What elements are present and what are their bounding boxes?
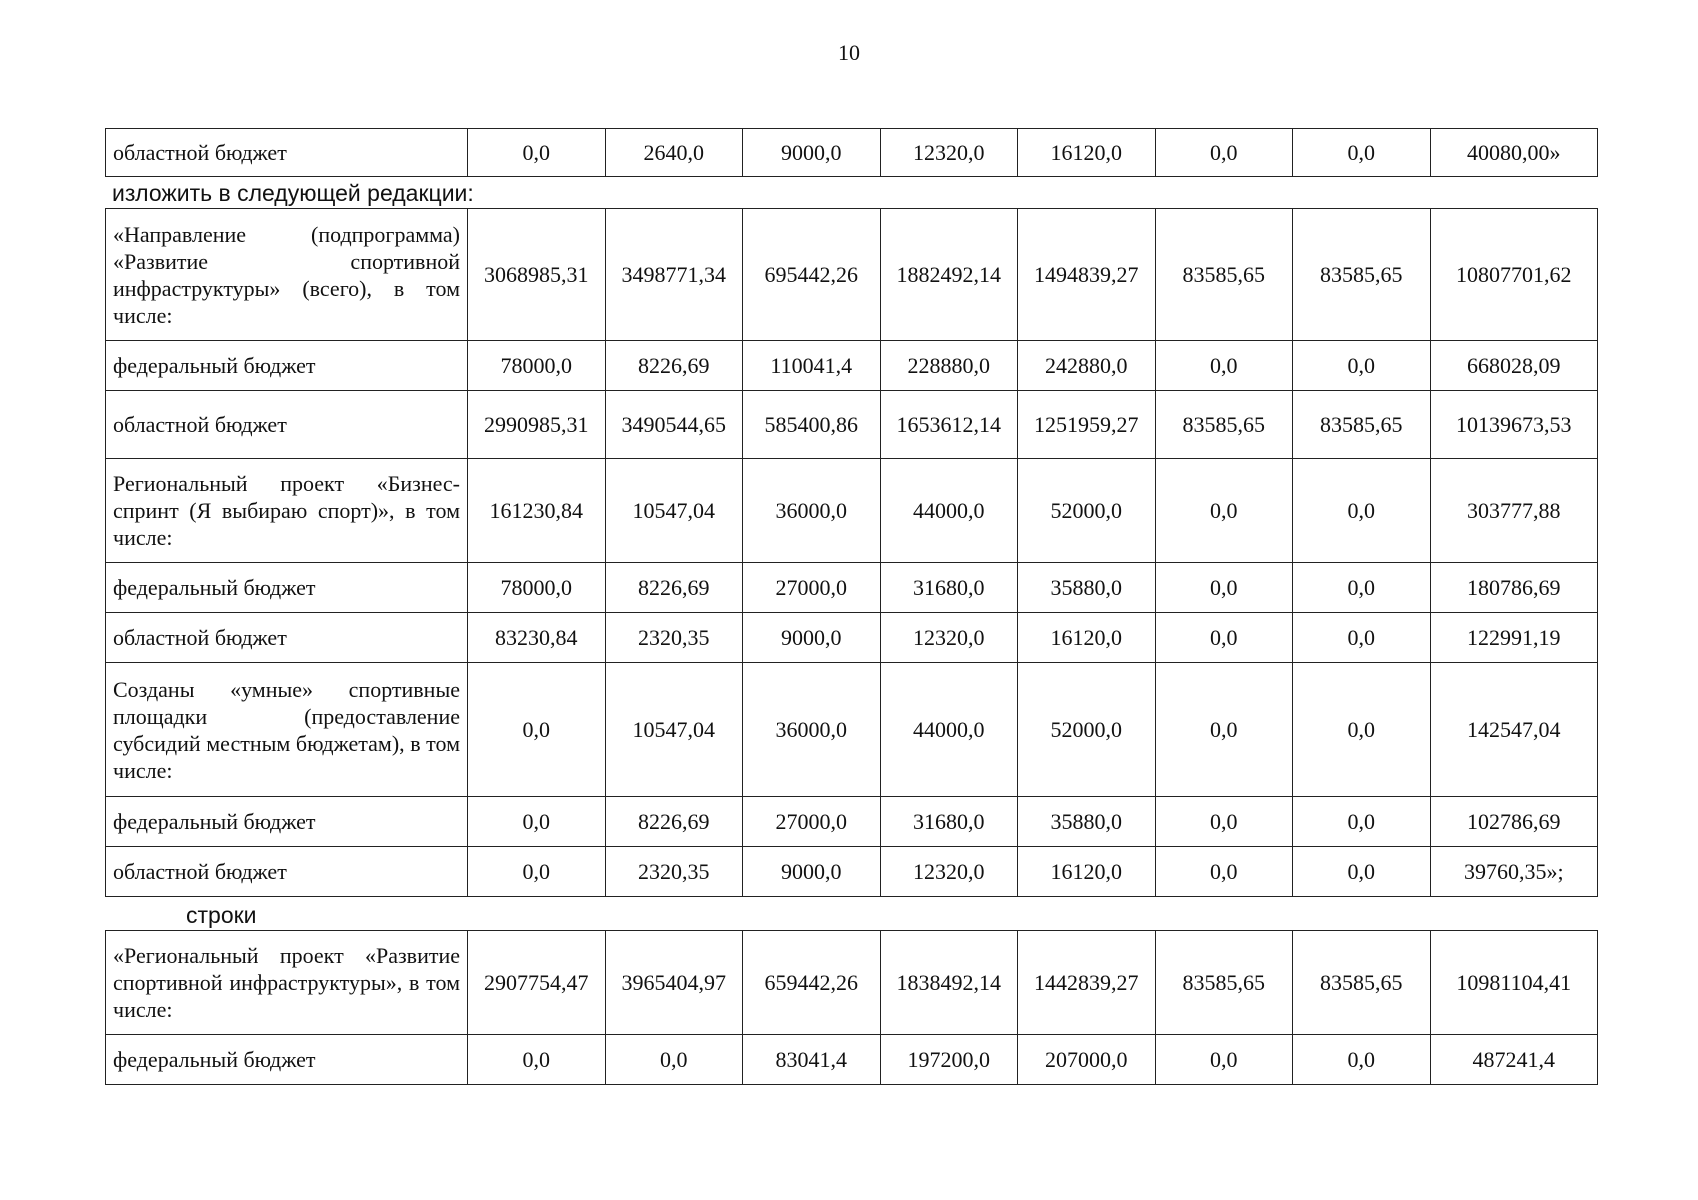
value-cell: 2990985,31 <box>468 391 606 459</box>
row-label-cell: федеральный бюджет <box>106 341 468 391</box>
value-cell: 27000,0 <box>743 563 881 613</box>
value-cell: 668028,09 <box>1430 341 1598 391</box>
table-row <box>106 797 1598 847</box>
budget-table-top <box>105 128 1598 177</box>
value-cell: 0,0 <box>1293 797 1431 847</box>
value-cell: 102786,69 <box>1430 797 1598 847</box>
row-label-cell: областной бюджет <box>106 613 468 663</box>
value-cell: 16120,0 <box>1018 129 1156 177</box>
value-cell: 1653612,14 <box>880 391 1018 459</box>
value-cell: 44000,0 <box>880 663 1018 797</box>
value-cell: 9000,0 <box>743 129 881 177</box>
budget-table-bottom <box>105 930 1598 1085</box>
value-cell: 659442,26 <box>743 931 881 1035</box>
value-cell: 2907754,47 <box>468 931 606 1035</box>
table-row <box>106 847 1598 897</box>
row-label-cell: «Региональный проект «Развитие спортивной инфраструктуры», в том числе: <box>106 931 468 1035</box>
budget-table-middle <box>105 208 1598 897</box>
value-cell: 10547,04 <box>605 459 743 563</box>
value-cell: 12320,0 <box>880 129 1018 177</box>
value-cell: 1882492,14 <box>880 209 1018 341</box>
value-cell: 35880,0 <box>1018 797 1156 847</box>
value-cell: 228880,0 <box>880 341 1018 391</box>
value-cell: 12320,0 <box>880 847 1018 897</box>
value-cell: 0,0 <box>1293 563 1431 613</box>
page-number: 10 <box>838 40 860 65</box>
value-cell: 0,0 <box>468 847 606 897</box>
value-cell: 27000,0 <box>743 797 881 847</box>
value-cell: 0,0 <box>468 1035 606 1085</box>
value-cell: 31680,0 <box>880 797 1018 847</box>
value-cell: 39760,35»; <box>1430 847 1598 897</box>
table-row <box>106 459 1598 563</box>
value-cell: 78000,0 <box>468 563 606 613</box>
value-cell: 0,0 <box>1155 613 1293 663</box>
value-cell: 0,0 <box>1293 613 1431 663</box>
value-cell: 197200,0 <box>880 1035 1018 1085</box>
value-cell: 35880,0 <box>1018 563 1156 613</box>
table-row <box>106 341 1598 391</box>
value-cell: 0,0 <box>468 797 606 847</box>
value-cell: 52000,0 <box>1018 663 1156 797</box>
value-cell: 8226,69 <box>605 797 743 847</box>
value-cell: 8226,69 <box>605 563 743 613</box>
table-row <box>106 1035 1598 1085</box>
value-cell: 2320,35 <box>605 847 743 897</box>
value-cell: 0,0 <box>1155 1035 1293 1085</box>
row-label-cell: Созданы «умные» спортивные площадки (предоставление субсидий местным бюджетам), в том числе: <box>106 663 468 797</box>
value-cell: 0,0 <box>1293 663 1431 797</box>
value-cell: 36000,0 <box>743 663 881 797</box>
value-cell: 487241,4 <box>1430 1035 1598 1085</box>
value-cell: 83585,65 <box>1155 931 1293 1035</box>
value-cell: 31680,0 <box>880 563 1018 613</box>
value-cell: 0,0 <box>605 1035 743 1085</box>
table-row <box>106 563 1598 613</box>
value-cell: 10981104,41 <box>1430 931 1598 1035</box>
value-cell: 0,0 <box>1155 341 1293 391</box>
table-row <box>106 391 1598 459</box>
value-cell: 36000,0 <box>743 459 881 563</box>
row-label-cell: областной бюджет <box>106 847 468 897</box>
value-cell: 0,0 <box>1293 129 1431 177</box>
value-cell: 0,0 <box>1155 459 1293 563</box>
value-cell: 110041,4 <box>743 341 881 391</box>
value-cell: 695442,26 <box>743 209 881 341</box>
value-cell: 585400,86 <box>743 391 881 459</box>
value-cell: 8226,69 <box>605 341 743 391</box>
value-cell: 0,0 <box>1293 847 1431 897</box>
table-row <box>106 663 1598 797</box>
caption-amendment: изложить в следующей редакции: <box>112 180 474 206</box>
row-label-cell: «Направление (подпрограмма) «Развитие спортивной инфраструктуры» (всего), в том числе: <box>106 209 468 341</box>
value-cell: 83230,84 <box>468 613 606 663</box>
value-cell: 0,0 <box>1293 459 1431 563</box>
table-row <box>106 129 1598 177</box>
value-cell: 0,0 <box>1293 1035 1431 1085</box>
value-cell: 16120,0 <box>1018 613 1156 663</box>
value-cell: 10807701,62 <box>1430 209 1598 341</box>
table-row <box>106 613 1598 663</box>
value-cell: 83041,4 <box>743 1035 881 1085</box>
table-row <box>106 931 1598 1035</box>
value-cell: 242880,0 <box>1018 341 1156 391</box>
caption-rows: строки <box>186 902 257 928</box>
value-cell: 122991,19 <box>1430 613 1598 663</box>
value-cell: 3498771,34 <box>605 209 743 341</box>
row-label-cell: Региональный проект «Бизнес-спринт (Я выбираю спорт)», в том числе: <box>106 459 468 563</box>
table-row <box>106 209 1598 341</box>
value-cell: 83585,65 <box>1293 209 1431 341</box>
value-cell: 180786,69 <box>1430 563 1598 613</box>
value-cell: 1251959,27 <box>1018 391 1156 459</box>
value-cell: 303777,88 <box>1430 459 1598 563</box>
value-cell: 1838492,14 <box>880 931 1018 1035</box>
value-cell: 3068985,31 <box>468 209 606 341</box>
value-cell: 161230,84 <box>468 459 606 563</box>
value-cell: 142547,04 <box>1430 663 1598 797</box>
value-cell: 3490544,65 <box>605 391 743 459</box>
value-cell: 1494839,27 <box>1018 209 1156 341</box>
value-cell: 83585,65 <box>1155 391 1293 459</box>
value-cell: 78000,0 <box>468 341 606 391</box>
value-cell: 0,0 <box>1155 797 1293 847</box>
value-cell: 83585,65 <box>1293 931 1431 1035</box>
value-cell: 0,0 <box>468 663 606 797</box>
value-cell: 44000,0 <box>880 459 1018 563</box>
value-cell: 9000,0 <box>743 613 881 663</box>
value-cell: 0,0 <box>468 129 606 177</box>
value-cell: 40080,00» <box>1430 129 1598 177</box>
value-cell: 83585,65 <box>1293 391 1431 459</box>
row-label-cell: областной бюджет <box>106 391 468 459</box>
value-cell: 2320,35 <box>605 613 743 663</box>
value-cell: 3965404,97 <box>605 931 743 1035</box>
value-cell: 12320,0 <box>880 613 1018 663</box>
value-cell: 10139673,53 <box>1430 391 1598 459</box>
row-label-cell: федеральный бюджет <box>106 797 468 847</box>
value-cell: 0,0 <box>1155 847 1293 897</box>
value-cell: 10547,04 <box>605 663 743 797</box>
value-cell: 0,0 <box>1155 129 1293 177</box>
value-cell: 9000,0 <box>743 847 881 897</box>
value-cell: 0,0 <box>1155 563 1293 613</box>
value-cell: 0,0 <box>1155 663 1293 797</box>
value-cell: 2640,0 <box>605 129 743 177</box>
value-cell: 207000,0 <box>1018 1035 1156 1085</box>
value-cell: 52000,0 <box>1018 459 1156 563</box>
value-cell: 83585,65 <box>1155 209 1293 341</box>
value-cell: 1442839,27 <box>1018 931 1156 1035</box>
row-label-cell: федеральный бюджет <box>106 1035 468 1085</box>
value-cell: 0,0 <box>1293 341 1431 391</box>
row-label-cell: федеральный бюджет <box>106 563 468 613</box>
row-label-cell: областной бюджет <box>106 129 468 177</box>
value-cell: 16120,0 <box>1018 847 1156 897</box>
